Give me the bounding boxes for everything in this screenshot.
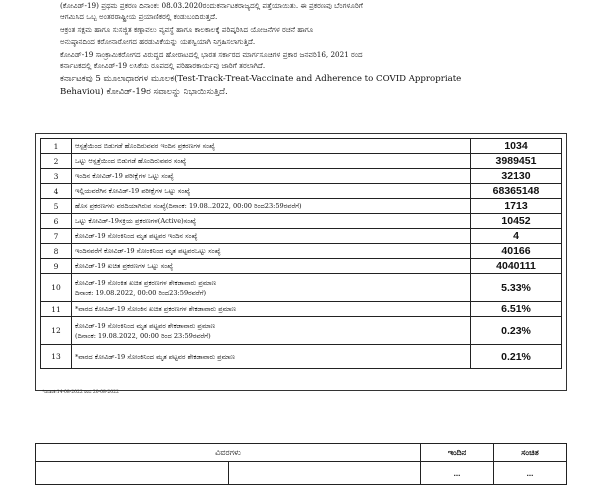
row-value: 40166 (471, 244, 562, 259)
table-row (41, 274, 562, 302)
stats-panel (35, 133, 567, 391)
col-header-today: ಇಂದಿನ (421, 444, 494, 462)
row-number: 4 (41, 184, 72, 199)
intro-line: ಕರ್ನಾಟಕದಲ್ಲಿ ಕೋವಿಡ್-19 ಲಸಿಕೆಯ ರೂಪದಲ್ಲಿ ಪರಿಹಾರಕಾರ್ಯವು ಜಾರಿಗೆ ತರಲಾಗಿದೆ. (60, 61, 266, 71)
row-number: 7 (41, 229, 72, 244)
table-header-row (36, 444, 567, 462)
table-row (41, 139, 562, 154)
row-description: *ವಾರದ ಕೋವಿಡ್-19 ಸೋಂಕಿನಿಂದ ಮೃತ ಪಟ್ಟವರ ಶೇಕಡಾವಾರು ಪ್ರಮಾಣ (72, 345, 471, 369)
table-row (41, 345, 562, 369)
row-value: 1713 (471, 199, 562, 214)
row-value: 6.51% (471, 302, 562, 317)
row-description (72, 274, 471, 302)
row-description-line: ಕೋವಿಡ್-19 ಸೋಂಕಿನಿಂದ ಮೃತ ಪಟ್ಟವರ ಶೇಕಡಾವಾರು ಪ್ರಮಾಣ (75, 321, 216, 330)
row-value: 0.21% (471, 345, 562, 369)
intro-line: ಕೋವಿಡ್-19 ಸಾಂಕ್ರಾಮಿಕರೋಗದ ವಿರುದ್ಧದ ಹೋರಾಟದಲ್ಲಿ ಭಾರತ ಸರ್ಕಾರದ ಮಾರ್ಗಸೂಚಿಗಳ ಪ್ರಕಾರ ಜನವರಿ16, 2021 ರಂದ (60, 49, 363, 59)
intro-line: ಆಗಮಿಸಿದ ಒಬ್ಬ ಅಂತರರಾಷ್ಟ್ರೀಯ ಪ್ರಯಾಣಿಕರಲ್ಲಿ ಕಂಡುಬಂದಿರುತ್ತದೆ. (60, 12, 218, 22)
row-number: 6 (41, 214, 72, 229)
row-number: 3 (41, 169, 72, 184)
table-row (36, 462, 567, 485)
intro-line: (ಕೋವಿಡ್-19) ಪ್ರಥಮ ಪ್ರಕರಣ ದಿನಾಂಕ: 08.03.2020ರಂದುಕರ್ನಾಟಕರಾಜ್ಯದಲ್ಲಿ ಪತ್ತೆಯಾಯಿತು. ಈ ಪ್ರಕರಣವು ಬೆಂಗಳೂರಿಗೆ (60, 1, 363, 10)
row-total-value: ... (494, 462, 567, 485)
row-value: 3989451 (471, 154, 562, 169)
table-row (41, 302, 562, 317)
table-row (41, 184, 562, 199)
row-number: 1 (41, 139, 72, 154)
row-description: ಆಸ್ಪತ್ರೆಯಿಂದ ಬಿಡುಗಡೆ ಹೊಂದಿರುವವರ ಇಂದಿನ ಪ್ರಕರಣಗಳ ಸಂಖ್ಯೆ (72, 139, 471, 154)
row-number: 13 (41, 345, 72, 369)
intro-line: ಆಕ್ರಂತ ಸಕ್ಷಮ ಹಾಗೂ ಸುಸಜ್ಜಿತ ಕಣ್ಗಾವಲು ವ್ಯವಸ್ಥೆ ಹಾಗೂ ಕಾಲಕಾಲಕ್ಕೆ ಪರಿಷ್ಕರಿಸಿದ ಯೋಜನೆಗಳ ರಚನೆ ಹಾಗೂ (60, 25, 314, 35)
row-value: 4040111 (471, 259, 562, 274)
table-row (41, 229, 562, 244)
row-description: ಇಂದಿನ ಕೋವಿಡ್-19 ಪರೀಕ್ಷೆಗಳ ಒಟ್ಟು ಸಂಖ್ಯೆ (72, 169, 471, 184)
row-description-date: (ದಿನಾಂಕ: 19.08.2022, 00:00 ರಿಂದ 23:59ರವರೆಗೆ) (75, 331, 211, 340)
table-row (41, 244, 562, 259)
intro-line: ಅನುಷ್ಠಾನದಿಂದ ಕರೋನಾರೋಗದ ಹರಡುವಿಕೆಯನ್ನು ಯಶಸ್ವಿಯಾಗಿ ನಿಗ್ರಹಿಸಲಾಗುತ್ತಿದೆ. (60, 36, 256, 46)
row-value: 32130 (471, 169, 562, 184)
col-header-details: ವಿವರಗಳು (36, 444, 421, 462)
row-value: 0.23% (471, 317, 562, 345)
row-description: ಕೋವಿಡ್-19 ಸೋಂಕಿನಿಂದ ಮೃತ ಪಟ್ಟವರ ಇಂದಿನ ಸಂಖ್ಯೆ (72, 229, 471, 244)
row-number: 5 (41, 199, 72, 214)
row-value: 10452 (471, 214, 562, 229)
row-value: 5.33% (471, 274, 562, 302)
row-description (228, 462, 421, 485)
row-description: *ವಾರದ ಕೋವಿಡ್-19 ಸೋಂಕಿನ ಖಚಿತ ಪ್ರಕರಣಗಳ ಶೇಕಡಾವಾರು ಪ್ರಮಾಣ (72, 302, 471, 317)
table-row (41, 154, 562, 169)
table-row (41, 259, 562, 274)
row-number: 8 (41, 244, 72, 259)
row-value: 4 (471, 229, 562, 244)
row-number: 2 (41, 154, 72, 169)
row-description: ಕೋವಿಡ್-19 ಖಚಿತ ಪ್ರಕರಣಗಳ ಒಟ್ಟು ಸಂಖ್ಯೆ (72, 259, 471, 274)
row-number: 9 (41, 259, 72, 274)
details-table (35, 443, 567, 485)
row-description (72, 317, 471, 345)
row-number: 12 (41, 317, 72, 345)
intro-text (60, 0, 560, 99)
row-number: 11 (41, 302, 72, 317)
row-description: ಒಟ್ಟು ಆಸ್ಪತ್ರೆಯಿಂದ ಬಿಡುಗಡೆ ಹೊಂದಿರುವವರ ಸಂಖ್ಯೆ (72, 154, 471, 169)
row-description: ಒಟ್ಟು ಕೋವಿಡ್-19ಸಕ್ರಿಯ ಪ್ರಕರಣಗಳ(Active)ಸಂಖ್ಯೆ (72, 214, 471, 229)
row-description: ಹೊಸ ಪ್ರಕರಣಗಳು ವರದಿಯಾಗಿರುವ ಸಂಖ್ಯೆ(ದಿನಾಂಕ: 19.08..2022, 00:00 ರಿಂದ23:59ರವರೆಗೆ) (72, 199, 471, 214)
table-row (41, 169, 562, 184)
col-header-total: ಸಂಚಿತ (494, 444, 567, 462)
table-row (41, 214, 562, 229)
row-number: 10 (41, 274, 72, 302)
row-value: 68365148 (471, 184, 562, 199)
row-today-value: ... (421, 462, 494, 485)
row-description: ಇಲ್ಲಿಯವರೆಗಿನ ಕೋವಿಡ್-19 ಪರೀಕ್ಷೆಗಳ ಒಟ್ಟು ಸಂಖ್ಯೆ (72, 184, 471, 199)
row-description-line: ಕೋವಿಡ್-19 ಸೋಂಕಿತ ಖಚಿತ ಪ್ರಕರಣಗಳ ಶೇಕಡಾವಾರು ಪ್ರಮಾಣ (75, 278, 217, 287)
intro-line: Behaviou) ಕೋವಿಡ್-19ರ ಸವಾಲನ್ನು ನಿಭಾಯಿಸುತ್ತಿದೆ. (60, 87, 228, 98)
table-row (41, 317, 562, 345)
row-value: 1034 (471, 139, 562, 154)
stats-table (40, 138, 562, 369)
row-description-date: ದಿನಾಂಕ: 19.08.2022, 00:00 ರಿಂದ23:59ರವರೆಗೆ) (75, 288, 207, 297)
row-description: ಇಂದಿನವರೆಗೆ ಕೋವಿಡ್-19 ಸೋಂಕಿನಿಂದ ಮೃತ ಪಟ್ಟವರಒಟ್ಟು ಸಂಖ್ಯೆ (72, 244, 471, 259)
intro-line: ಕರ್ನಾಟಕವು 5 ಮೂಲಾಧಾರಗಳ ಮೂಲಕ(Test-Track-Treat-Vaccinate and Adherence to COVID Appropriate (60, 74, 462, 85)
footnote: *ದಿನಾಂಕ:14-08-2022 ರಿಂದ 20-08-2022 (42, 390, 119, 395)
row-number-cell (36, 462, 229, 485)
table-row (41, 199, 562, 214)
